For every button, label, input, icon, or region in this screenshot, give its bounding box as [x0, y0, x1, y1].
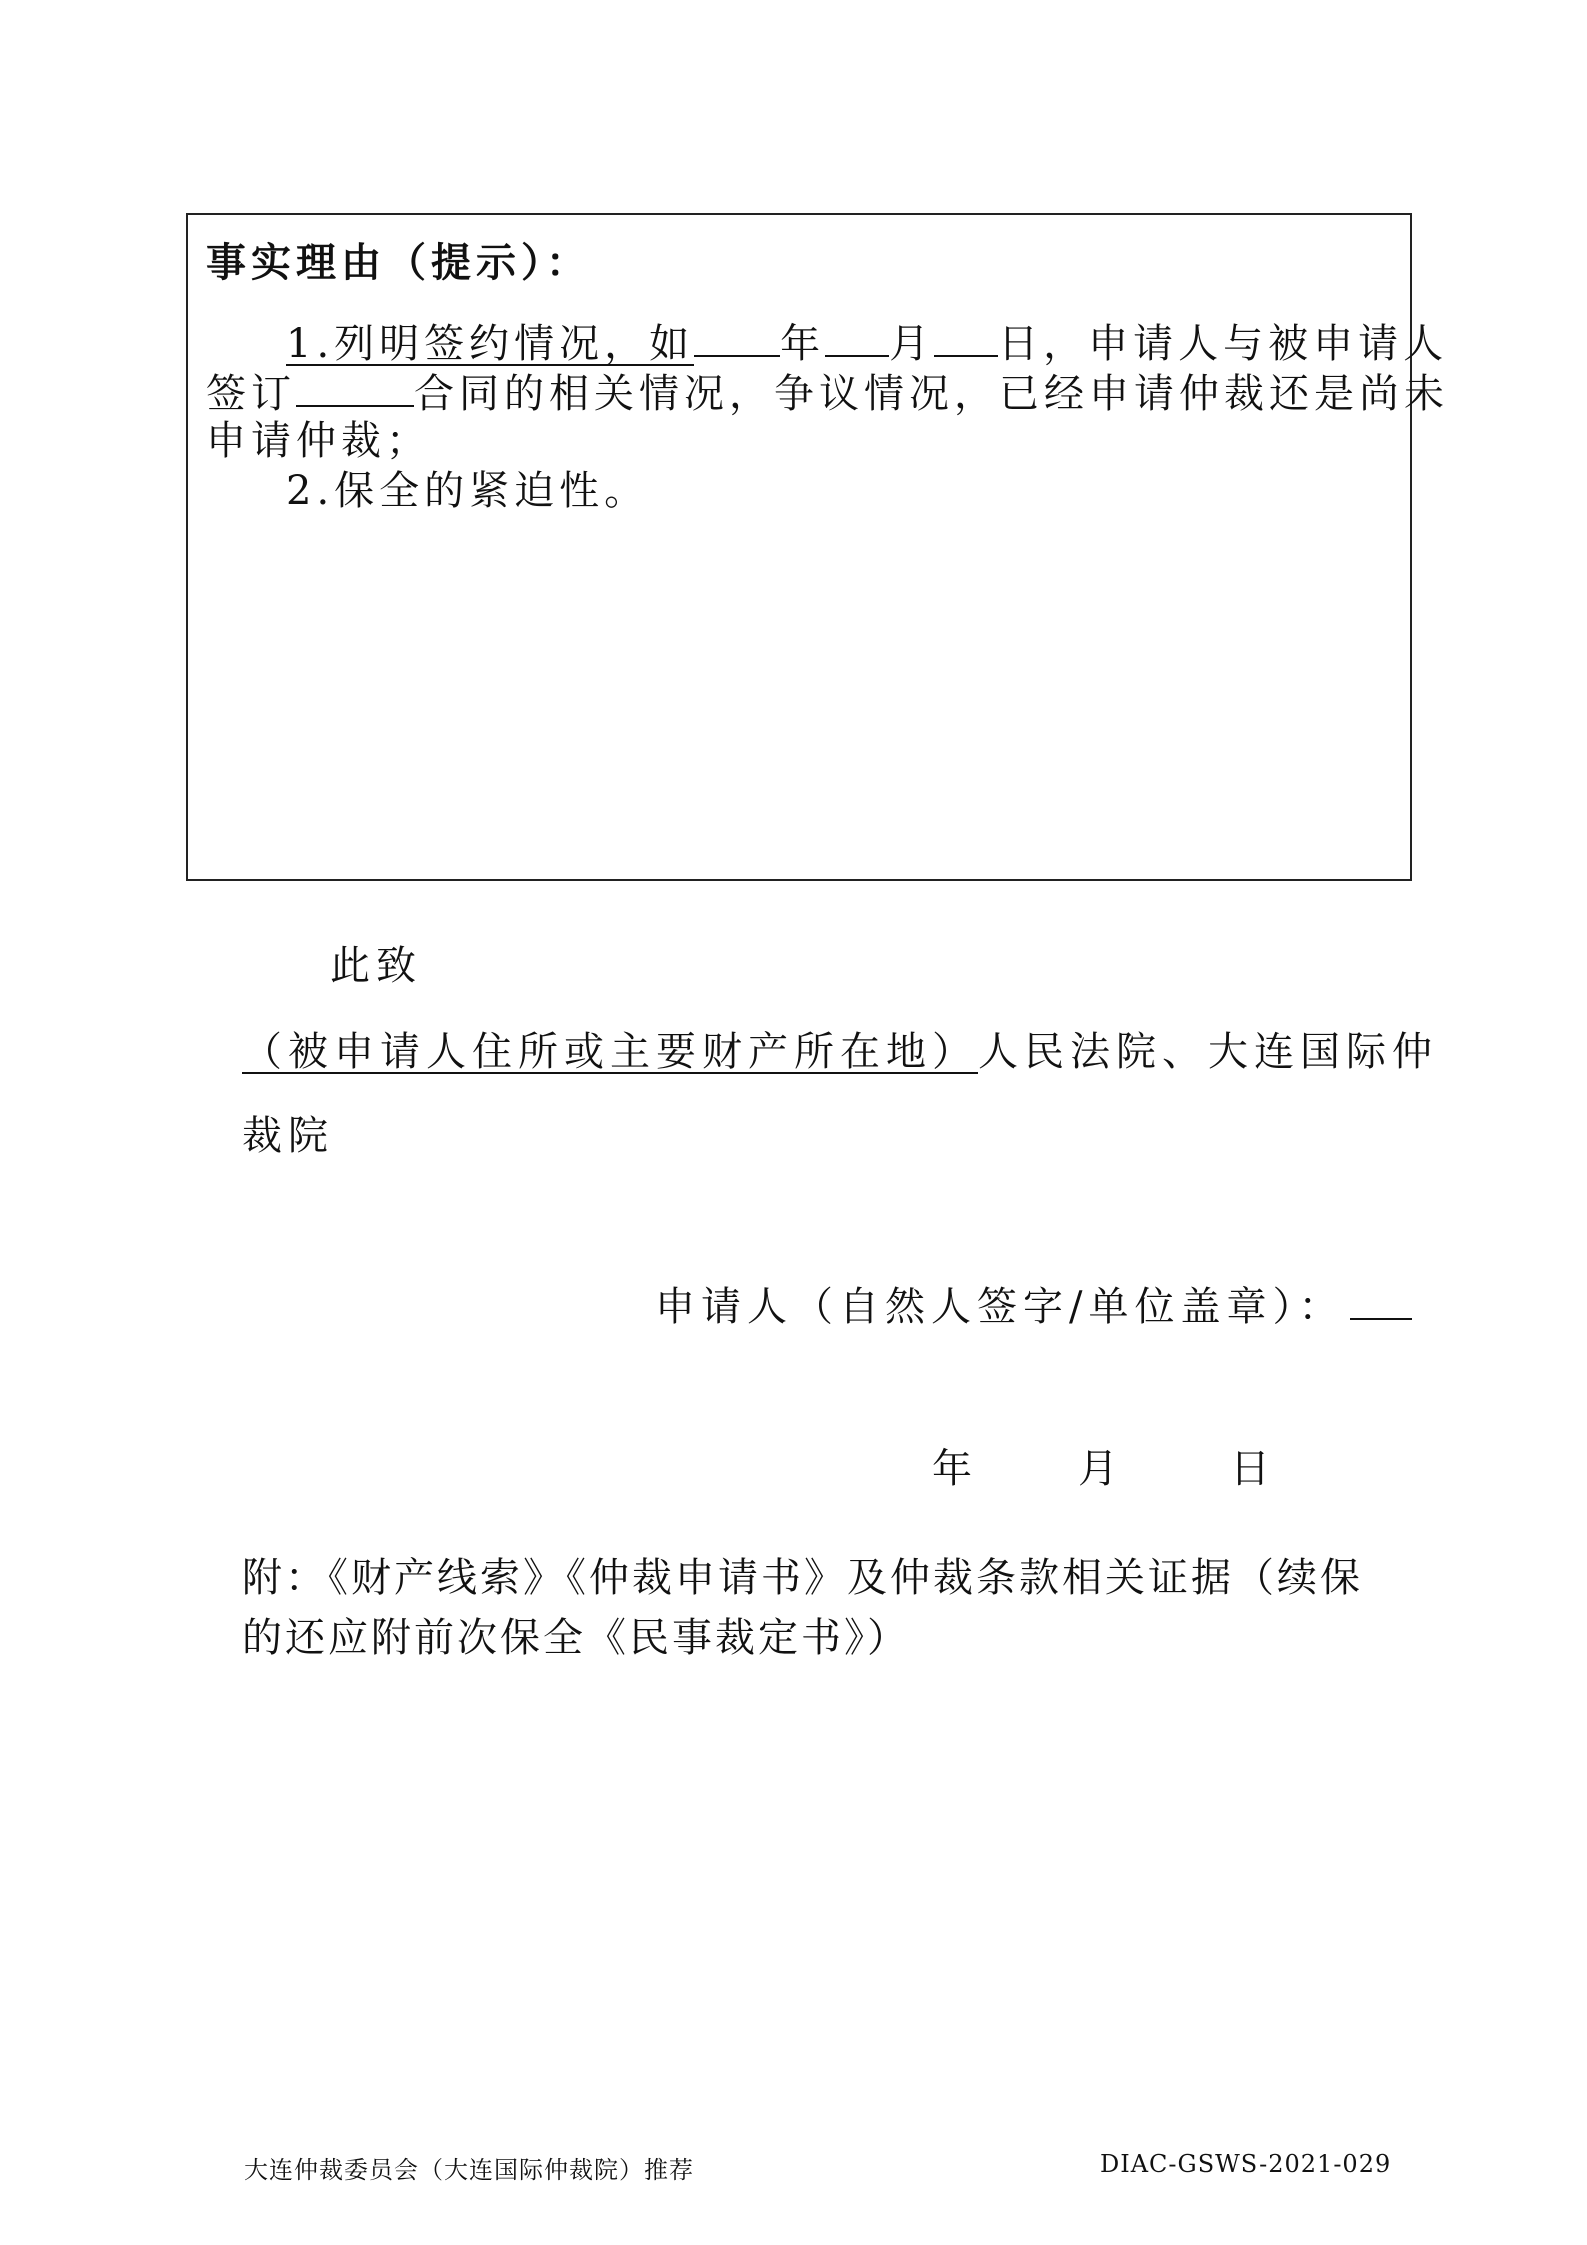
date-month: 月	[1078, 1446, 1124, 1492]
blank-field	[934, 317, 998, 357]
blank-field	[296, 367, 414, 407]
court-line-1	[242, 1028, 1438, 1076]
attachment-line-2: 的还应附前次保全《民事裁定书》）	[242, 1615, 910, 1661]
signature-label: 申请人（自然人签字/单位盖章）：	[655, 1284, 1345, 1330]
facts-box	[186, 213, 1449, 881]
salutation: 此致	[330, 943, 422, 989]
facts-item-1-line-3: 申请仲裁；	[206, 418, 431, 464]
date-year: 年	[932, 1446, 978, 1492]
facts-title: 事实理由（提示）：	[206, 239, 591, 286]
court-suffix: 人民法院、大连国际仲	[978, 1029, 1438, 1075]
footer-recommendation: 大连仲裁委员会（大连国际仲裁院）推荐	[244, 2156, 694, 2184]
blank-field	[825, 317, 889, 357]
court-line-2: 裁院	[242, 1113, 334, 1159]
facts-item-1-line-2	[206, 367, 1449, 418]
facts-item-1-line-1	[286, 317, 1448, 368]
blank-field	[694, 317, 780, 357]
year-label: 年	[780, 321, 826, 367]
date-day: 日	[1230, 1446, 1276, 1492]
signature-line	[655, 1280, 1412, 1331]
sign-label: 签订	[206, 371, 296, 417]
attachment-line-1: 附：《财产线索》《仲裁申请书》及仲裁条款相关证据（续保	[242, 1555, 1363, 1601]
facts-item-2: 2.保全的紧迫性。	[286, 468, 650, 514]
court-placeholder: （被申请人住所或主要财产所在地）	[242, 1029, 978, 1075]
day-label: 日，申请人与被申请人	[998, 321, 1449, 367]
facts-item-1-prefix: 1.列明签约情况，如	[286, 321, 695, 367]
month-label: 月	[889, 321, 935, 367]
footer-document-code: DIAC-GSWS-2021-029	[1100, 2150, 1392, 2178]
contract-text: 合同的相关情况，争议情况，已经申请仲裁还是尚未	[414, 371, 1449, 417]
signature-blank	[1350, 1280, 1412, 1320]
